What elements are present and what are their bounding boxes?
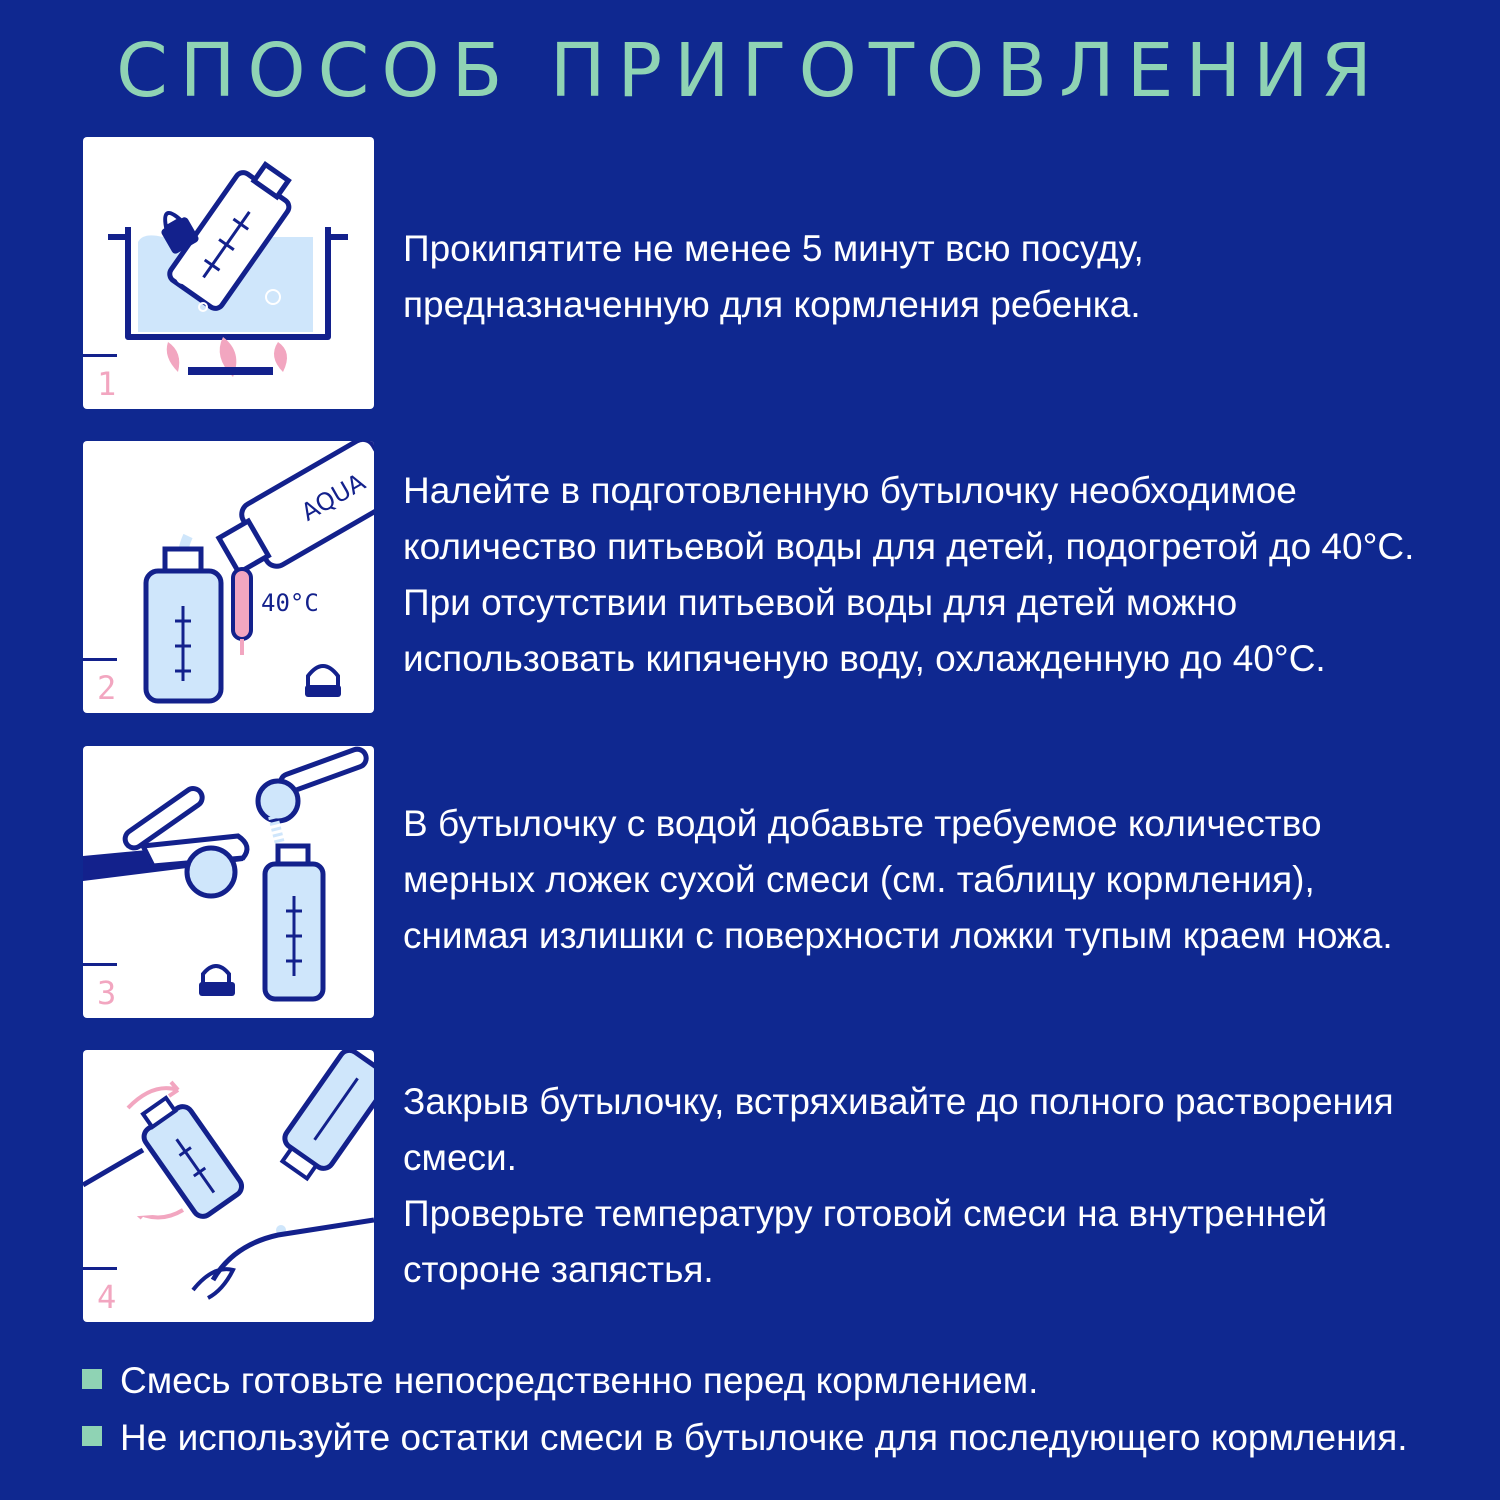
note-2-text: Не используйте остатки смеси в бутылочке для последующего кормления. (120, 1417, 1408, 1458)
step-2-illustration (83, 441, 374, 713)
step-1 (83, 137, 1483, 409)
step-3-number: 3 (97, 974, 117, 1012)
step-3 (83, 746, 1483, 1018)
pour-water-icon (83, 441, 374, 713)
step-1-number-line (83, 354, 117, 357)
note-1-text: Смесь готовьте непосредственно перед кормлением. (120, 1360, 1039, 1401)
step-3-illustration (83, 746, 374, 1018)
step-1-number: 1 (97, 365, 117, 403)
step-2-text: Налейте в подготовленную бутылочку необходимое количество питьевой воды для детей, подогретой до 40°С. При отсутствии питьевой воды для детей можно использовать кипяченую воду, охлажденную до 40°С. (403, 470, 1415, 679)
step-4-illustration (83, 1050, 374, 1322)
aqua-bottle-label: AQUA (296, 468, 371, 527)
step-1-text: Прокипятите не менее 5 минут всю посуду, предназначенную для кормления ребенка. (403, 228, 1144, 325)
step-1-illustration (83, 137, 374, 409)
step-2-number-line (83, 658, 117, 661)
add-powder-icon (83, 746, 374, 1018)
step-4-number-line (83, 1267, 117, 1270)
boiling-pot-icon (83, 137, 374, 409)
bullet-square-icon (82, 1369, 102, 1389)
note-1 (82, 1360, 1038, 1402)
step-3-number-line (83, 963, 117, 966)
step-4 (83, 1050, 1483, 1322)
bullet-square-icon (82, 1426, 102, 1446)
step-3-text: В бутылочку с водой добавьте требуемое количество мерных ложек сухой смеси (см. таблицу кормления), снимая излишки с поверхности ложки тупым краем ножа. (403, 803, 1393, 956)
shake-bottle-icon (83, 1050, 374, 1322)
temperature-label: 40°C (261, 589, 319, 617)
step-2 (83, 441, 1483, 713)
step-2-number: 2 (97, 669, 117, 707)
step-4-number: 4 (97, 1278, 117, 1316)
note-2 (82, 1417, 1408, 1459)
step-4-text: Закрыв бутылочку, встряхивайте до полного растворения смеси. Проверьте температуру готовой смеси на внутренней стороне запястья. (403, 1081, 1394, 1290)
page-title: СПОСОБ ПРИГОТОВЛЕНИЯ (116, 28, 1384, 114)
